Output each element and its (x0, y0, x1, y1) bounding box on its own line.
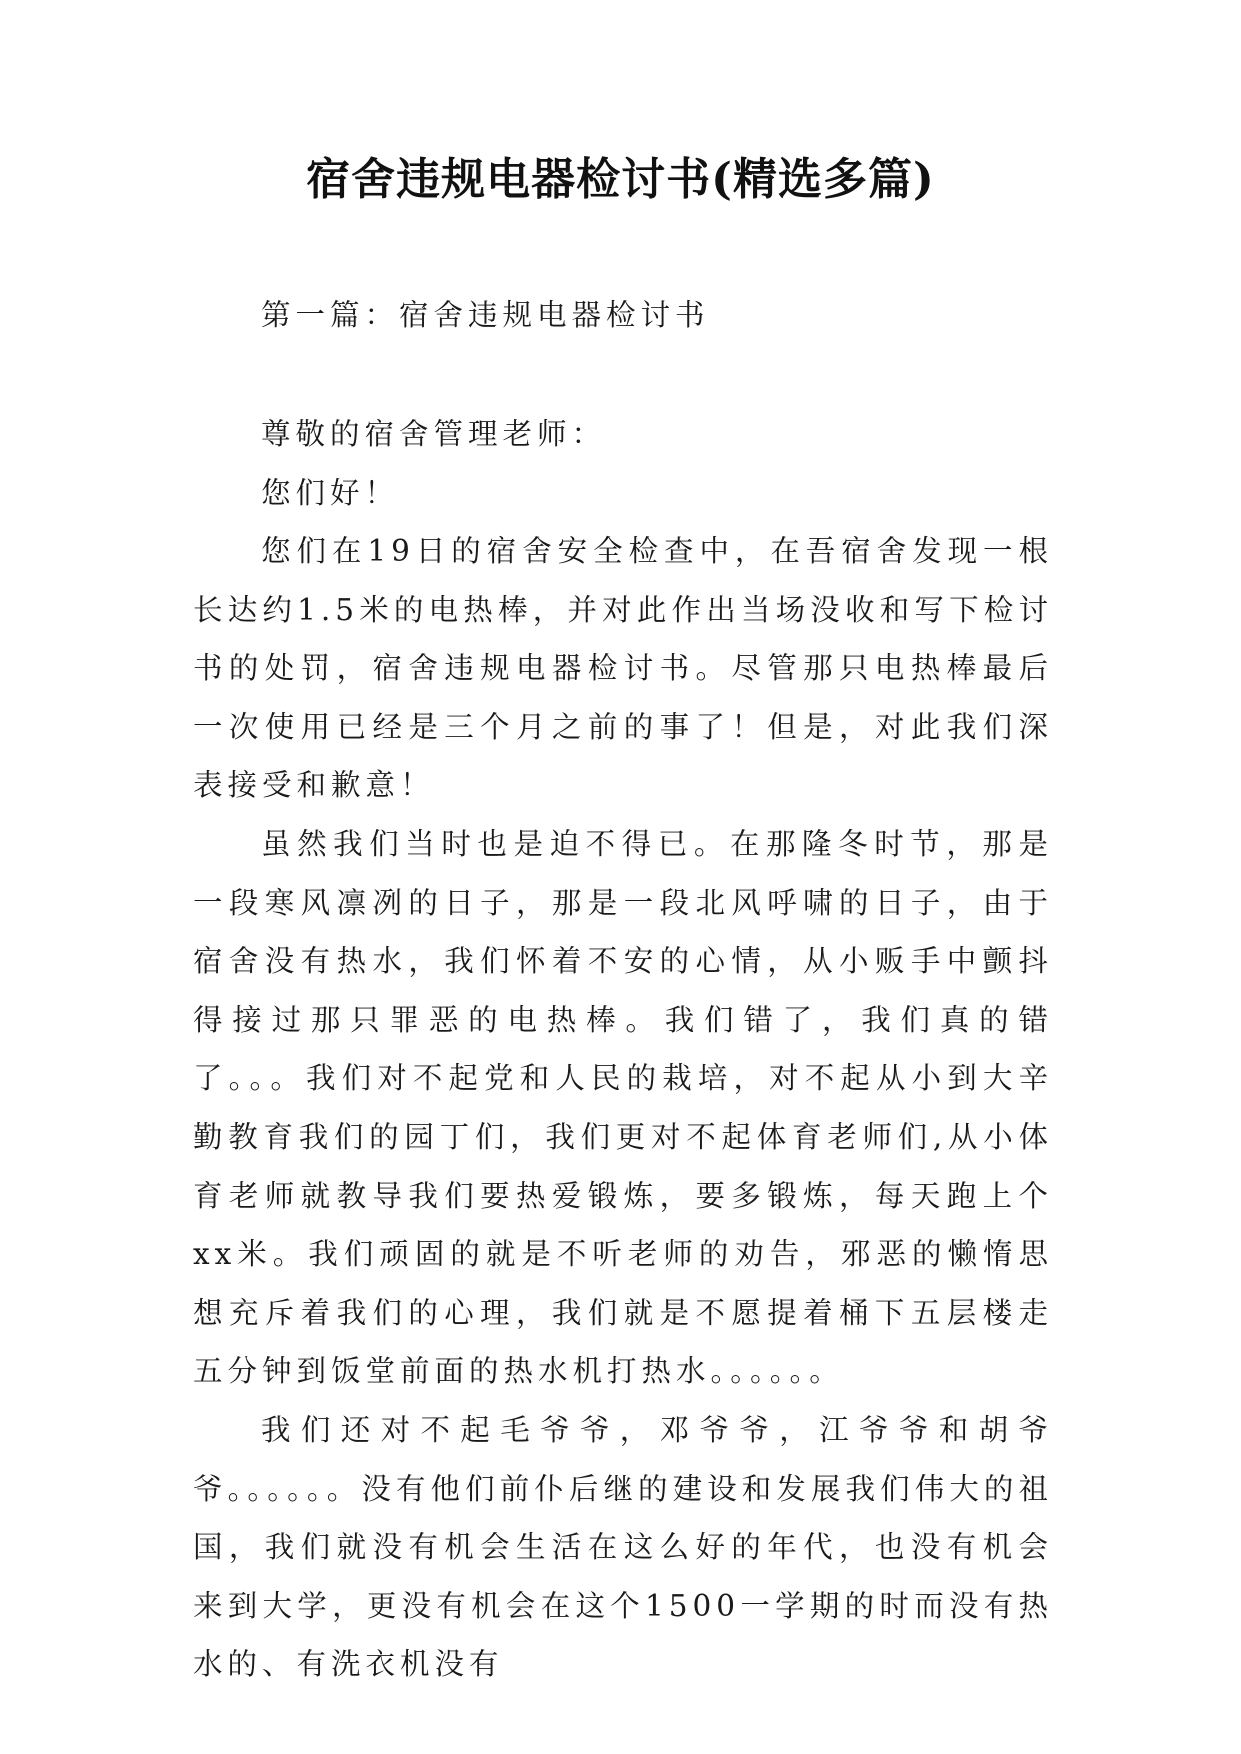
body-paragraph-1: 您们在19日的宿舍安全检查中，在吾宿舍发现一根长达约1.5米的电热棒，并对此作出当场没收和写下检讨书的处罚，宿舍违规电器检讨书。尽管那只电热棒最后一次使用已经是三个月之前的事了！但是，对此我们深表接受和歉意！ (193, 534, 1053, 803)
body-paragraph-3: 我们还对不起毛爷爷，邓爷爷，江爷爷和胡爷爷。。。。。。没有他们前仆后继的建设和发展我们伟大的祖国，我们就没有机会生活在这么好的年代，也没有机会来到大学，更没有机会在这个1500一学期的时而没有热水的、有洗衣机没有 (193, 1412, 1053, 1682)
section-heading: 第一篇：宿舍违规电器检讨书 (261, 298, 710, 332)
body-paragraph-2: 虽然我们当时也是迫不得已。在那隆冬时节，那是一段寒风凛冽的日子，那是一段北风呼啸的日子，由于宿舍没有热水，我们怀着不安的心情，从小贩手中颤抖得接过那只罪恶的电热棒。我们错了，我们真的错了。。。我们对不起党和人民的栽培，对不起从小到大辛勤教育我们的园丁们，我们更对不起体育老师们,从小体育老师就教导我们要热爱锻炼，要多锻炼，每天跑上个xx米。我们顽固的就是不听老师的劝告，邪恶的懒惰思想充斥着我们的心理，我们就是不愿提着桶下五层楼走五分钟到饭堂前面的热水机打热水。。。。。。 (193, 826, 1053, 1389)
document-title: 宿舍违规电器检讨书(精选多篇) (306, 154, 935, 205)
letter-greeting: 您们好！ (261, 476, 400, 510)
letter-body (193, 522, 1053, 1694)
letter-salutation: 尊敬的宿舍管理老师： (261, 417, 607, 451)
